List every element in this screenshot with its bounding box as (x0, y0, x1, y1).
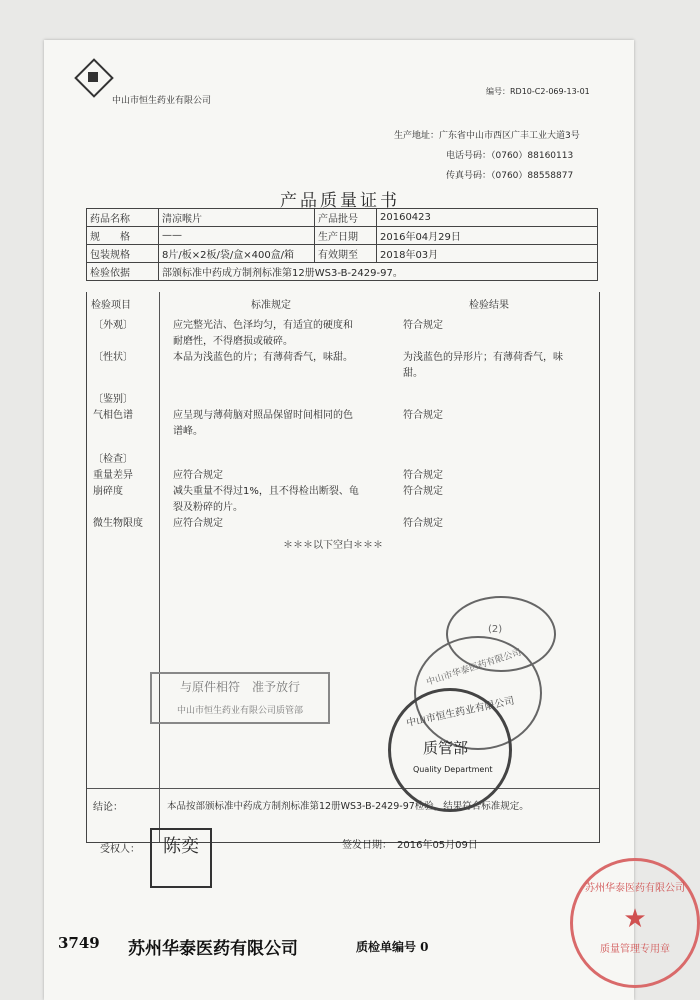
pack-value: 8片/板×2板/袋/盒×400盒/箱 (159, 245, 315, 263)
row-result: 甜。 (403, 368, 423, 379)
inspection-table (86, 292, 600, 843)
mfg-label: 生产日期 (315, 227, 377, 245)
spec-label: 规 格 (87, 227, 159, 245)
product-info-table (86, 208, 598, 281)
row-result: 符合规定 (403, 320, 443, 331)
basis-label: 检验依据 (87, 263, 159, 281)
fax-number: 传真号码：（0760）88558877 (446, 171, 574, 181)
name-value: 清凉喉片 (159, 209, 315, 227)
row-standard: 耐磨性，不得磨损或破碎。 (173, 336, 293, 347)
row-item: 气相色谱 (93, 410, 133, 421)
col-item-header: 检验项目 (91, 300, 131, 311)
lot-label: 产品批号 (315, 209, 377, 227)
spec-value: —— (159, 227, 315, 245)
row-standard: 裂及粉碎的片。 (173, 502, 243, 513)
row-standard: 应符合规定 (173, 470, 223, 481)
basis-value: 部颁标准中药成方制剂标准第12册WS3-B-2429-97。 (159, 263, 598, 281)
row-standard: 减失重量不得过1%，且不得检出断裂、龟 (173, 486, 359, 497)
red-seal-ring-text: 苏州华泰医药有限公司 (585, 883, 685, 894)
quality-seal-main-text: 质管部 (423, 739, 469, 757)
company-name: 中山市恒生药业有限公司 (112, 96, 212, 106)
col-standard-header: 标准规定 (251, 300, 291, 311)
row-result: 符合规定 (403, 486, 443, 497)
seal-three-text: 中山市华泰医药有限公司 (425, 647, 523, 688)
row-item: 重量差异 (93, 470, 133, 481)
company-logo-mark (88, 72, 98, 82)
document-number: 编号：RD10-C2-069-13-01 (486, 87, 590, 96)
row-item: 〔检查〕 (93, 454, 133, 465)
star-icon: ★ (623, 904, 647, 934)
row-standard: 本品为浅蓝色的片；有薄荷香气，味甜。 (173, 352, 353, 363)
conclusion-text: 本品按部颁标准中药成方制剂标准第12册WS3-B-2429-97检验，结果符合标准规定。 (167, 801, 529, 812)
signature-name: 陈奕 (163, 836, 199, 857)
quality-dept-seal (388, 688, 516, 812)
row-result: 符合规定 (403, 470, 443, 481)
row-item: 微生物限度 (93, 518, 143, 529)
quality-seal-english: Quality Department (413, 765, 493, 774)
release-stamp-line2: 中山市恒生药业有限公司质管部 (176, 706, 303, 716)
blank-note: ＊＊＊以下空白＊＊＊ (283, 540, 383, 551)
row-divider (87, 788, 599, 789)
row-standard: 谱峰。 (173, 426, 203, 437)
pack-label: 包装规格 (87, 245, 159, 263)
row-result: 符合规定 (403, 518, 443, 529)
footer-company: 苏州华泰医药有限公司 (128, 939, 298, 959)
mfg-value: 2016年04月29日 (377, 227, 598, 245)
row-standard: 应完整光洁、色泽均匀，有适宜的硬度和 (173, 320, 353, 331)
release-stamp-line1: 与原件相符 准予放行 (179, 680, 300, 694)
production-address: 生产地址：广东省中山市西区广丰工业大道3号 (394, 131, 580, 141)
phone-number: 电话号码：（0760）88160113 (446, 151, 574, 161)
col-result-header: 检验结果 (469, 300, 509, 311)
red-company-seal (570, 858, 700, 988)
lot-value: 20160423 (377, 209, 598, 227)
row-result: 符合规定 (403, 410, 443, 421)
red-seal-inner-text: 质量管理专用章 (600, 944, 670, 955)
seal-two-number: (2) (488, 624, 503, 635)
authorized-label: 受权人： (100, 844, 140, 855)
footer-qc-number: 质检单编号 0 (356, 940, 429, 954)
conclusion-label: 结论： (93, 802, 123, 813)
row-standard: 应符合规定 (173, 518, 223, 529)
row-item: 崩碎度 (93, 486, 123, 497)
exp-label: 有效期至 (315, 245, 377, 263)
issue-date: 签发日期： 2016年05月09日 (342, 840, 478, 851)
row-item: 〔鉴别〕 (93, 394, 133, 405)
quality-seal-ring-text: 中山市恒生药业有限公司 (405, 695, 516, 730)
certificate-title: 产品质量证书 (280, 191, 400, 211)
exp-value: 2018年03月 (377, 245, 598, 263)
name-label: 药品名称 (87, 209, 159, 227)
release-stamp (150, 672, 330, 724)
footer-number: 3749 (58, 934, 100, 952)
row-item: 〔性状〕 (93, 352, 133, 363)
row-result: 为浅蓝色的异形片；有薄荷香气，味 (403, 352, 563, 363)
row-standard: 应呈现与薄荷脑对照品保留时间相同的色 (173, 410, 353, 421)
row-item: 〔外观〕 (93, 320, 133, 331)
signature-stamp (150, 828, 212, 888)
